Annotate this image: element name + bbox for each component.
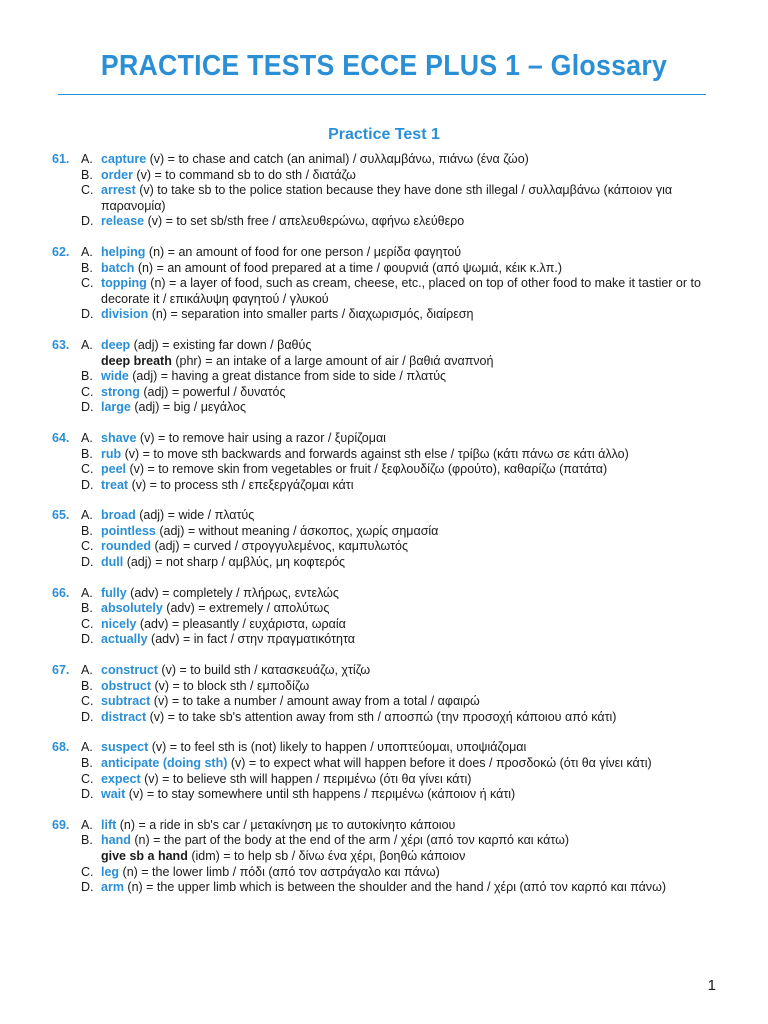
option-letter: D. — [81, 214, 94, 229]
headword: distract — [101, 709, 147, 724]
headword: deep — [101, 337, 131, 352]
definition: (v) = to remove hair using a razor / ξυρίζομαι — [136, 430, 386, 445]
glossary-entry — [0, 183, 701, 214]
question-block — [0, 431, 768, 493]
headword: dull — [101, 555, 124, 570]
headword: anticipate (doing sth) — [101, 756, 228, 770]
option-letter: B. — [81, 167, 93, 182]
definition: (v) = to block sth / εμποδίζω — [151, 678, 310, 693]
glossary-entry — [0, 214, 701, 230]
glossary-entry — [0, 431, 701, 447]
definition: (adj) = curved / στρογγυλεμένος, καμπυλωτός — [151, 539, 409, 554]
question-number: 62. — [52, 244, 70, 259]
option-letter: A. — [81, 740, 93, 755]
headword: treat — [101, 477, 129, 492]
question-number: 69. — [52, 817, 70, 832]
option-letter: A. — [81, 152, 93, 166]
definition: (v) = to remove skin from vegetables or fruit / ξεφλουδίζω (φρούτο), καθαρίζω (πατάτα) — [126, 462, 608, 477]
glossary-entry — [0, 369, 701, 385]
definition: (v) = to believe sth will happen / περιμένω (ότι θα γίνει κάτι) — [140, 771, 472, 786]
option-letter: B. — [81, 678, 93, 693]
headword: hand — [101, 833, 131, 848]
headword: peel — [101, 462, 127, 477]
definition: (adv) = completely / πλήρως, εντελώς — [126, 585, 339, 600]
headword: topping — [101, 276, 147, 291]
page-number: 1 — [707, 977, 716, 994]
headword: arm — [101, 880, 124, 895]
definition: (adj) = not sharp / αμβλύς, μη κοφτερός — [123, 555, 346, 570]
option-letter: A. — [81, 585, 93, 600]
glossary-entry — [0, 152, 701, 168]
headword: nicely — [101, 616, 137, 631]
glossary-entry — [0, 478, 701, 494]
glossary-entry — [0, 555, 701, 571]
definition: (v) = to move sth backwards and forwards against sth else / τρίβω (κάτι πάνω σε κάτι άλλο) — [121, 446, 629, 461]
headword: wide — [101, 369, 129, 384]
question-number: 67. — [52, 663, 70, 678]
glossary-entry — [0, 833, 701, 849]
definition: (v) = to take sb's attention away from sth / αποσπώ (την προσοχή κάποιου από κάτι) — [146, 709, 617, 724]
headword: actually — [101, 632, 148, 647]
question-block — [0, 818, 768, 896]
definition: (phr) = an intake of a large amount of air / βαθιά αναπνοή — [171, 353, 494, 368]
headword: absolutely — [101, 601, 163, 616]
title-divider — [58, 94, 706, 95]
question-number: 66. — [52, 585, 70, 600]
glossary-entry — [0, 787, 701, 803]
headword: wait — [101, 787, 126, 802]
headword: helping — [101, 244, 146, 259]
definition: (n) = a layer of food, such as cream, cheese, etc., placed on top of other food to make it tastier or to decorate it / επικάλυψη φαγητού / γλυκού — [101, 276, 701, 306]
question-number: 61. — [52, 152, 70, 166]
option-letter: A. — [81, 508, 93, 523]
glossary-entry — [0, 710, 701, 726]
question-block — [0, 338, 768, 416]
glossary-entry — [0, 261, 701, 277]
question-number: 68. — [52, 740, 70, 755]
option-letter: D. — [81, 709, 94, 724]
definition: (v) = to chase and catch (an animal) / συλλαμβάνω, πιάνω (ένα ζώο) — [146, 152, 529, 166]
option-letter: C. — [81, 864, 94, 879]
definition: (idm) = to help sb / δίνω ένα χέρι, βοηθώ κάποιον — [187, 848, 466, 863]
glossary-entry — [0, 168, 701, 184]
question-block — [0, 508, 768, 570]
headword: expect — [101, 771, 141, 786]
option-letter: D. — [81, 400, 94, 415]
option-letter: A. — [81, 430, 93, 445]
option-letter: B. — [81, 523, 93, 538]
definition: (v) = to command sb to do sth / διατάζω — [132, 167, 356, 182]
headword: batch — [101, 260, 135, 275]
question-block — [0, 245, 768, 323]
headword: large — [101, 400, 131, 415]
option-letter: C. — [81, 694, 94, 709]
option-letter: D. — [81, 880, 94, 895]
glossary-entry — [0, 880, 701, 896]
headword: deep breath — [101, 353, 172, 368]
definition: (n) = the part of the body at the end of the arm / χέρι (από τον καρπό και κάτω) — [130, 833, 570, 848]
glossary-entry — [0, 586, 701, 602]
option-letter: B. — [81, 756, 93, 770]
definition: (adj) = big / μεγάλος — [130, 400, 247, 415]
question-number: 65. — [52, 508, 70, 523]
option-letter: D. — [81, 555, 94, 570]
option-letter: C. — [81, 183, 94, 198]
glossary-entry — [0, 865, 701, 881]
option-letter: C. — [81, 462, 94, 477]
definition: (adj) = existing far down / βαθύς — [130, 337, 312, 352]
question-number: 63. — [52, 337, 70, 352]
headword: order — [101, 167, 133, 182]
definition: (n) = an amount of food prepared at a time / φουρνιά (από ψωμιά, κέικ κ.λπ.) — [134, 260, 562, 275]
headword: lift — [101, 817, 117, 832]
option-letter: B. — [81, 369, 93, 384]
option-letter: D. — [81, 307, 94, 322]
definition: (v) to take sb to the police station because they have done sth illegal / συλλαμβάνω (κάποιον για παρανομία) — [101, 183, 673, 213]
glossary-entry — [0, 524, 701, 540]
glossary-entry — [0, 400, 701, 416]
option-letter: A. — [81, 817, 93, 832]
definition: (v) = to stay somewhere until sth happens / περιμένω (κάποιον ή κάτι) — [125, 787, 516, 802]
definition: (adv) = extremely / απολύτως — [162, 601, 330, 616]
definition: (adj) = having a great distance from side to side / πλατύς — [128, 369, 447, 384]
question-block — [0, 740, 768, 802]
option-letter: B. — [81, 601, 93, 616]
definition: (n) = the upper limb which is between the shoulder and the hand / χέρι (από τον καρπό και πάνω) — [123, 880, 667, 895]
headword: fully — [101, 585, 127, 600]
question-number: 64. — [52, 430, 70, 445]
headword: division — [101, 307, 149, 322]
definition: (v) = to expect what will happen before it does / προσδοκώ (ότι θα γίνει κάτι) — [227, 756, 652, 770]
headword: arrest — [101, 183, 136, 198]
definition: (v) = to feel sth is (not) likely to happen / υποπτεύομαι, υποψιάζομαι — [148, 740, 527, 755]
option-letter: D. — [81, 477, 94, 492]
headword: release — [101, 214, 145, 229]
glossary-entry — [0, 632, 701, 648]
glossary-list — [0, 152, 768, 911]
glossary-entry — [0, 447, 701, 463]
definition: (adj) = powerful / δυνατός — [139, 384, 286, 399]
option-letter: A. — [81, 244, 93, 259]
glossary-subentry — [0, 849, 701, 865]
headword: suspect — [101, 740, 149, 755]
glossary-entry — [0, 818, 701, 834]
headword: rub — [101, 446, 122, 461]
question-block — [0, 152, 768, 230]
glossary-entry — [0, 756, 701, 772]
glossary-entry — [0, 338, 701, 354]
option-letter: D. — [81, 787, 94, 802]
glossary-entry — [0, 539, 701, 555]
definition: (v) = to build sth / κατασκευάζω, χτίζω — [157, 663, 371, 678]
option-letter: B. — [81, 833, 93, 848]
definition: (n) = an amount of food for one person / μερίδα φαγητού — [145, 244, 462, 259]
option-letter: B. — [81, 260, 93, 275]
glossary-entry — [0, 385, 701, 401]
definition: (n) = the lower limb / πόδι (από τον αστράγαλο και πάνω) — [119, 864, 440, 879]
headword: strong — [101, 384, 140, 399]
definition: (adj) = without meaning / άσκοπος, χωρίς σημασία — [155, 523, 439, 538]
glossary-entry — [0, 462, 701, 478]
glossary-entry — [0, 617, 701, 633]
headword: broad — [101, 508, 136, 523]
question-block — [0, 663, 768, 725]
definition: (adv) = in fact / στην πραγματικότητα — [147, 632, 355, 647]
glossary-entry — [0, 601, 701, 617]
definition: (v) = to process sth / επεξεργάζομαι κάτι — [128, 477, 354, 492]
headword: give sb a hand — [101, 848, 188, 863]
headword: construct — [101, 663, 158, 678]
glossary-entry — [0, 276, 701, 307]
headword: subtract — [101, 694, 151, 709]
glossary-entry — [0, 508, 701, 524]
definition: (v) = to take a number / amount away from a total / αφαιρώ — [150, 694, 480, 709]
option-letter: A. — [81, 337, 93, 352]
definition: (v) = to set sb/sth free / απελευθερώνω, αφήνω ελεύθερο — [144, 214, 465, 229]
headword: leg — [101, 864, 120, 879]
option-letter: C. — [81, 384, 94, 399]
option-letter: A. — [81, 663, 93, 678]
headword: capture — [101, 152, 147, 166]
definition: (adj) = wide / πλατύς — [135, 508, 255, 523]
glossary-subentry — [0, 354, 701, 370]
glossary-entry — [0, 694, 701, 710]
option-letter: C. — [81, 771, 94, 786]
option-letter: C. — [81, 539, 94, 554]
glossary-entry — [0, 740, 701, 756]
headword: rounded — [101, 539, 151, 554]
glossary-entry — [0, 772, 701, 788]
option-letter: C. — [81, 616, 94, 631]
headword: shave — [101, 430, 137, 445]
definition: (n) = separation into smaller parts / διαχωρισμός, διαίρεση — [148, 307, 474, 322]
page-title: PRACTICE TESTS ECCE PLUS 1 – Glossary — [100, 50, 668, 82]
headword: pointless — [101, 523, 156, 538]
glossary-entry — [0, 307, 701, 323]
headword: obstruct — [101, 678, 151, 693]
section-title: Practice Test 1 — [328, 126, 440, 143]
definition: (adv) = pleasantly / ευχάριστα, ωραία — [136, 616, 346, 631]
definition: (n) = a ride in sb's car / μετακίνηση με το αυτοκίνητο κάποιου — [116, 817, 456, 832]
option-letter: C. — [81, 276, 94, 291]
glossary-entry — [0, 245, 701, 261]
option-letter: B. — [81, 446, 93, 461]
glossary-entry — [0, 663, 701, 679]
option-letter: D. — [81, 632, 94, 647]
glossary-entry — [0, 679, 701, 695]
question-block — [0, 586, 768, 648]
